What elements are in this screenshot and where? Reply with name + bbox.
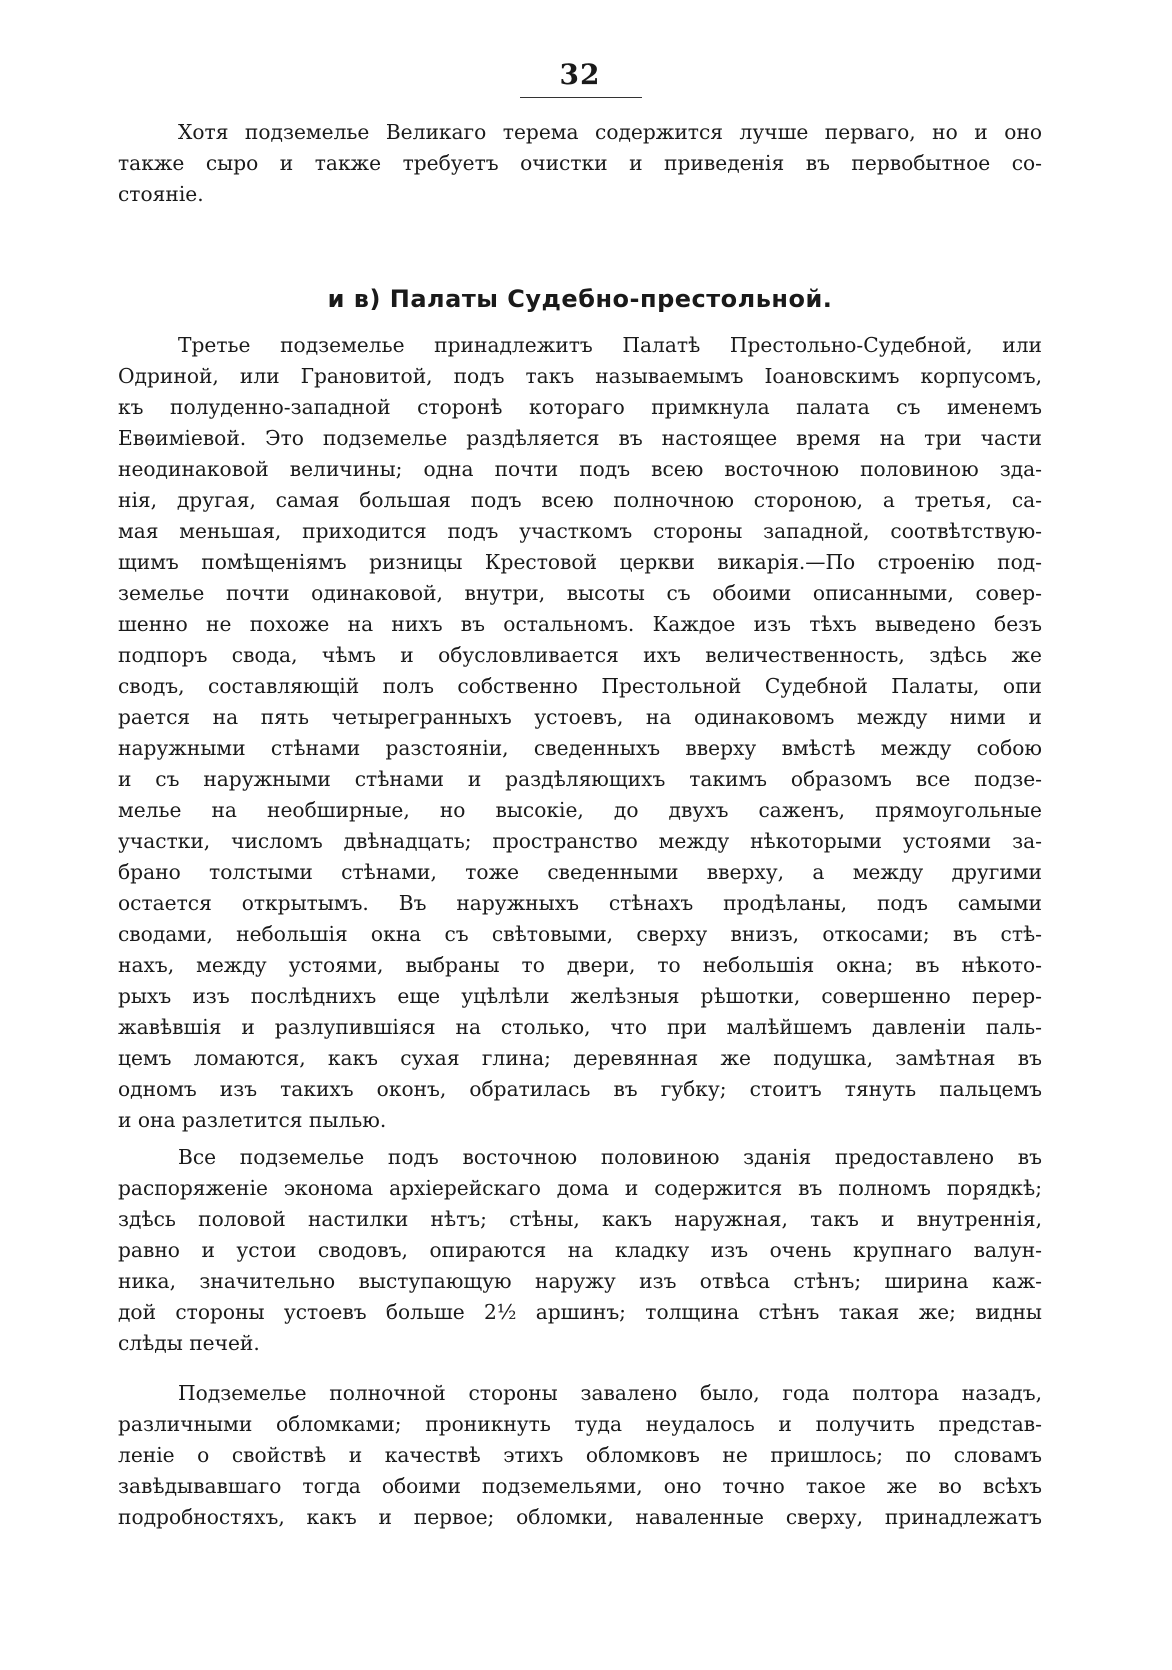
text-line: мая меньшая, приходится подъ участкомъ стороны западной, соотвѣтствую- (118, 519, 1042, 543)
text-line: завѣдывавшаго тогда обоими подземельями, оно точно такое же во всѣхъ (118, 1474, 1042, 1498)
text-line: нахъ, между устоями, выбраны то двери, то небольшія окна; въ нѣкото- (118, 953, 1042, 977)
paragraph-4 (118, 1378, 1042, 1533)
text-line: остается открытымъ. Въ наружныхъ стѣнахъ продѣланы, подъ самыми (118, 891, 1042, 915)
text-line: и съ наружными стѣнами и раздѣляющихъ такимъ образомъ все подзе- (118, 767, 1042, 791)
text-line: земелье почти одинаковой, внутри, высоты съ обоими описанными, совер- (118, 581, 1042, 605)
text-line: цемъ ломаются, какъ сухая глина; деревянная же подушка, замѣтная въ (118, 1046, 1042, 1070)
text-line: одномъ изъ такихъ оконъ, обратилась въ губку; стоитъ тянуть пальцемъ (118, 1077, 1042, 1101)
text-line: также сыро и также требуетъ очистки и приведенія въ первобытное со- (118, 151, 1042, 175)
text-line: различными обломками; проникнуть туда неудалось и получить представ- (118, 1412, 1042, 1436)
text-line: дой стороны устоевъ больше 2½ аршинъ; толщина стѣнъ такая же; видны (118, 1300, 1042, 1324)
text-line: неодинаковой величины; одна почти подъ всею восточною половиною зда- (118, 457, 1042, 481)
text-line: шенно не похоже на нихъ въ остальномъ. Каждое изъ тѣхъ выведено безъ (118, 612, 1042, 636)
text-line: и она разлетится пылью. (118, 1108, 387, 1132)
text-line: стояніе. (118, 182, 204, 206)
text-line: нія, другая, самая большая подъ всею полночною стороною, а третья, са- (118, 488, 1042, 512)
text-line: сводъ, составляющій полъ собственно Престольной Судебной Палаты, опи (118, 674, 1042, 698)
text-line: Одриной, или Грановитой, подъ такъ называемымъ Іоановскимъ корпусомъ, (118, 364, 1042, 388)
text-line: Подземелье полночной стороны завалено было, года полтора назадъ, (178, 1381, 1042, 1405)
page-number: 32 (559, 58, 601, 91)
text-line: здѣсь половой настилки нѣтъ; стѣны, какъ наружная, такъ и внутреннія, (118, 1207, 1042, 1231)
text-line: къ полуденно-западной сторонѣ котораго примкнула палата съ именемъ (118, 395, 1042, 419)
paragraph-3 (118, 1142, 1042, 1359)
text-line: Евѳиміевой. Это подземелье раздѣляется въ настоящее время на три части (118, 426, 1042, 450)
text-line: мелье на необширные, но высокіе, до двухъ саженъ, прямоугольные (118, 798, 1042, 822)
text-line: Третье подземелье принадлежитъ Палатѣ Престольно-Судебной, или (178, 333, 1042, 357)
text-line: брано толстыми стѣнами, тоже сведенными вверху, а между другими (118, 860, 1042, 884)
paragraph-1 (118, 117, 1042, 210)
text-line: подробностяхъ, какъ и первое; обломки, наваленные сверху, принадлежатъ (118, 1505, 1042, 1529)
text-line: распоряженіе эконома архіерейскаго дома и содержится въ полномъ порядкѣ; (118, 1176, 1042, 1200)
text-line: леніе о свойствѣ и качествѣ этихъ обломковъ не пришлось; по словамъ (118, 1443, 1042, 1467)
text-line: участки, числомъ двѣнадцать; пространство между нѣкоторыми устоями за- (118, 829, 1042, 853)
text-line: сводами, небольшія окна съ свѣтовыми, сверху внизъ, откосами; въ стѣ- (118, 922, 1042, 946)
text-line: жавѣвшія и разлупившіяся на столько, что при малѣйшемъ давленіи паль- (118, 1015, 1042, 1039)
page-number-rule (520, 97, 642, 98)
text-line: слѣды печей. (118, 1331, 260, 1355)
text-line: рыхъ изъ послѣднихъ еще уцѣлѣли желѣзныя рѣшотки, совершенно перер- (118, 984, 1042, 1008)
text-line: рается на пять четырегранныхъ устоевъ, на одинаковомъ между ними и (118, 705, 1042, 729)
text-line: равно и устои сводовъ, опираются на кладку изъ очень крупнаго валун- (118, 1238, 1042, 1262)
text-line: Хотя подземелье Великаго терема содержится лучше перваго, но и оно (178, 120, 1042, 144)
text-line: подпоръ свода, чѣмъ и обусловливается ихъ величественность, здѣсь же (118, 643, 1042, 667)
text-line: щимъ помѣщеніямъ ризницы Крестовой церкви викарія.—По строенію под- (118, 550, 1042, 574)
text-line: наружными стѣнами разстояніи, сведенныхъ вверху вмѣстѣ между собою (118, 736, 1042, 760)
paragraph-2 (118, 330, 1042, 1136)
text-line: ника, значительно выступающую наружу изъ отвѣса стѣнъ; ширина каж- (118, 1269, 1042, 1293)
text-line: Все подземелье подъ восточною половиною зданія предоставлено въ (178, 1145, 1042, 1169)
section-heading: и в) Палаты Судебно-престольной. (327, 285, 833, 313)
